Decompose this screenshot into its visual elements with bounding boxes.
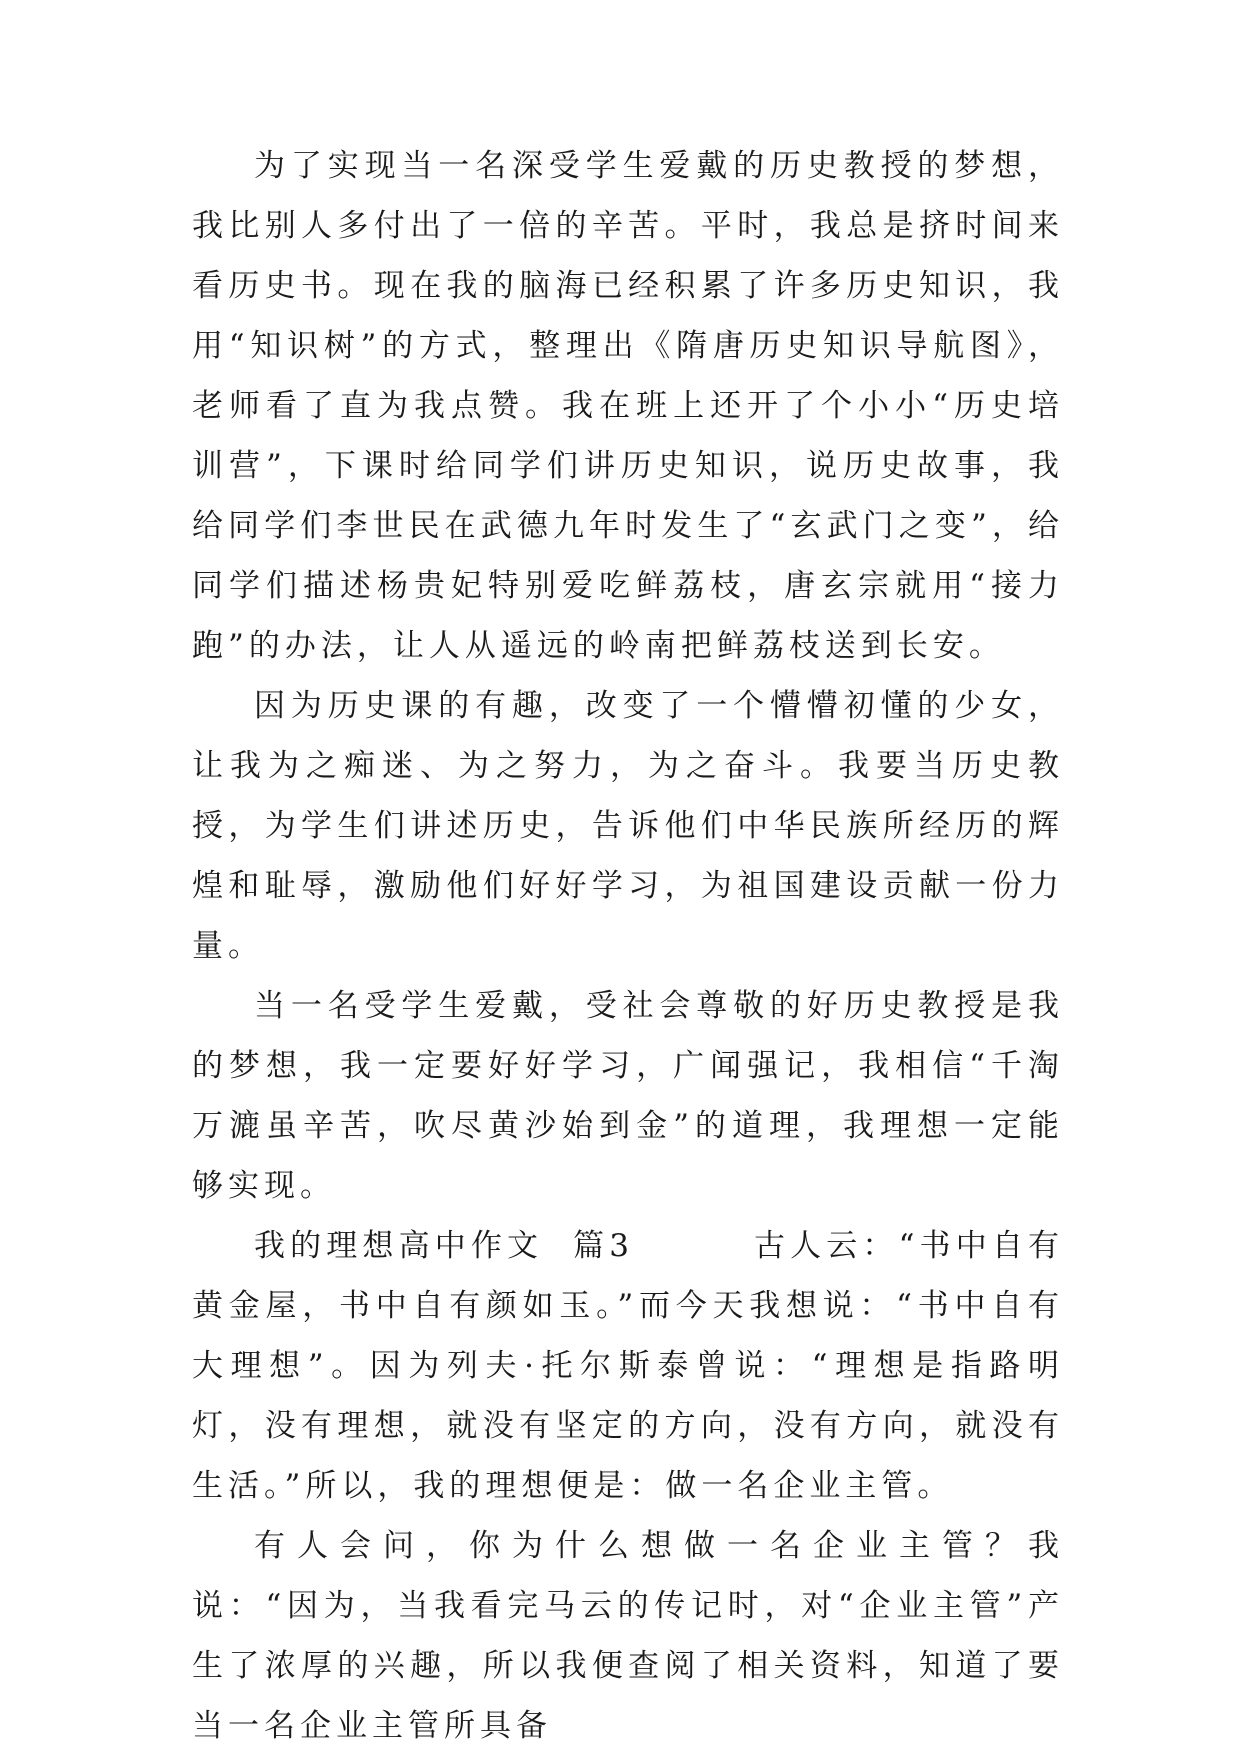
paragraph-4: 我的理想高中作文 篇3 古人云：“书中自有黄金屋，书中自有颜如玉。”而今天我想说：“书中自有大理想”。因为列夫·托尔斯泰曾说：“理想是指路明灯，没有理想，就没有坚定的方向，没有方向，就没有生活。”所以，我的理想便是：做一名企业主管。 bbox=[192, 1228, 1064, 1504]
paragraph-1: 为了实现当一名深受学生爱戴的历史教授的梦想，我比别人多付出了一倍的辛苦。平时，我总是挤时间来看历史书。现在我的脑海已经积累了许多历史知识，我用“知识树”的方式，整理出《隋唐历史知识导航图》，老师看了直为我点赞。我在班上还开了个小小“历史培训营”，下课时给同学们讲历史知识，说历史故事，我给同学们李世民在武德九年时发生了“玄武门之变”，给同学们描述杨贵妃特别爱吃鲜荔枝，唐玄宗就用“接力跑”的办法，让人从遥远的岭南把鲜荔枝送到长安。 bbox=[192, 148, 1064, 664]
paragraph-5: 有人会问，你为什么想做一名企业主管？我说：“因为，当我看完马云的传记时，对“企业主管”产生了浓厚的兴趣，所以我便查阅了相关资料，知道了要当一名企业主管所具备 bbox=[192, 1528, 1064, 1744]
document-body bbox=[192, 136, 1064, 1756]
paragraph-3: 当一名受学生爱戴，受社会尊敬的好历史教授是我的梦想，我一定要好好学习，广闻强记，我相信“千淘万漉虽辛苦，吹尽黄沙始到金”的道理，我理想一定能够实现。 bbox=[192, 988, 1064, 1204]
paragraph-2: 因为历史课的有趣，改变了一个懵懵初懂的少女，让我为之痴迷、为之努力，为之奋斗。我要当历史教授，为学生们讲述历史，告诉他们中华民族所经历的辉煌和耻辱，激励他们好好学习，为祖国建设贡献一份力量。 bbox=[192, 688, 1064, 964]
